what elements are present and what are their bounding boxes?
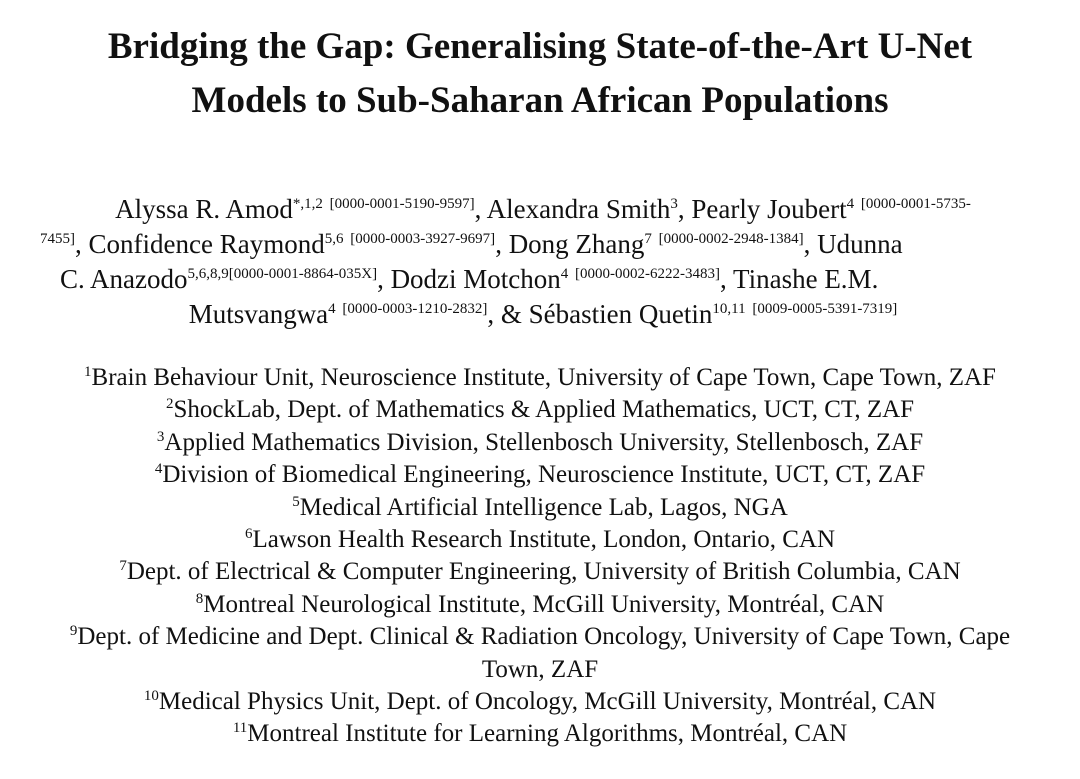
affiliation-text: Brain Behaviour Unit, Neuroscience Institute, University of Cape Town, Cape Town, ZAF xyxy=(91,364,996,391)
affiliation-item xyxy=(20,427,1060,459)
affiliation-item xyxy=(20,718,1060,750)
affiliation-number: 7 xyxy=(119,558,127,575)
affiliation-number: 3 xyxy=(156,428,165,445)
affiliation-item xyxy=(20,524,1060,556)
affiliation-item-continuation xyxy=(20,654,1060,686)
author-orcid: [0000-0002-2948-1384] xyxy=(658,231,804,247)
affiliation-number: 4 xyxy=(154,461,163,478)
affiliation-number: 5 xyxy=(292,493,300,510)
affiliation-item xyxy=(20,589,1060,621)
author-superscript: 4 xyxy=(846,196,855,212)
affiliation-number: 6 xyxy=(244,526,253,543)
author-orcid: [0000-0002-6222-3483] xyxy=(575,266,721,282)
affiliation-number: 1 xyxy=(84,364,92,380)
author-orcid: [0000-0001-5735- xyxy=(860,196,971,212)
author-list xyxy=(40,192,1046,332)
author-superscript: 7 xyxy=(644,231,652,247)
affiliation-item xyxy=(20,492,1060,524)
author-superscript: 10,11 xyxy=(712,301,746,317)
author-orcid: 7455] xyxy=(40,231,75,247)
affiliation-number: 8 xyxy=(195,590,204,607)
author-name: & Sébastien Quetin xyxy=(500,299,713,329)
author-line-3: C. Anazodo$^{5,6,8,9[0000-0001-8864-035X]}$, Dodzi Motchon$^4$ [0000-0002-6222-3483], Tinashe E.M. xyxy=(60,264,879,294)
affiliation-item xyxy=(20,459,1060,491)
affiliation-text: Lawson Health Research Institute, London, Ontario, CAN xyxy=(252,526,835,554)
author-superscript: 3 xyxy=(670,196,678,212)
author-name: Alexandra Smith xyxy=(486,194,671,224)
affiliation-text: Dept. of Electrical & Computer Engineering, University of British Columbia, CAN xyxy=(126,558,961,586)
affiliation-text: Montreal Neurological Institute, McGill University, Montréal, CAN xyxy=(203,590,885,618)
affiliation-text: Medical Artificial Intelligence Lab, Lagos, NGA xyxy=(299,493,788,521)
author-name: Dodzi Motchon xyxy=(390,264,561,294)
author-line-1: Alyssa R. Amod$^{*,1,2}$ [0000-0001-5190-9597], Alexandra Smith$^3$, Pearly Joubert$^4$ $^{[0000-0001-5735-}$ xyxy=(115,194,971,224)
author-name: Dong Zhang xyxy=(508,229,645,259)
author-orcid: [0000-0003-3927-9697] xyxy=(350,231,496,247)
author-superscript: 5,6 xyxy=(324,231,344,247)
affiliation-number: 10 xyxy=(143,688,159,705)
author-superscript: 5,6,8,9 xyxy=(187,266,229,282)
affiliation-list xyxy=(20,362,1060,751)
affiliation-text: Division of Biomedical Engineering, Neuroscience Institute, UCT, CT, ZAF xyxy=(162,461,926,489)
author-line-2: $^{7455]}$, Confidence Raymond$^{5,6}$ [0000-0003-3927-9697], Dong Zhang$^7$ [0000-0002-2948-1384], Udunna xyxy=(40,229,903,259)
author-orcid: [0009-0005-5391-7319] xyxy=(752,301,898,317)
author-orcid: [0000-0003-1210-2832] xyxy=(342,301,488,317)
author-superscript: 4 xyxy=(328,301,336,317)
affiliation-item xyxy=(20,362,1060,394)
author-orcid: [0000-0001-5190-9597] xyxy=(329,196,475,212)
paper-title-line-1: Bridging the Gap: Generalising State-of-the-Art U-Net xyxy=(107,26,973,67)
affiliation-text: Montreal Institute for Learning Algorithms, Montréal, CAN xyxy=(247,720,848,748)
author-name: Tinashe E.M. xyxy=(733,264,879,294)
author-name: C. Anazodo xyxy=(60,264,188,294)
author-orcid: [0000-0001-8864-035X] xyxy=(228,266,378,282)
author-name: Alyssa R. Amod xyxy=(115,194,293,224)
affiliation-text: Town, ZAF xyxy=(481,655,599,683)
author-name: Udunna xyxy=(817,229,903,259)
affiliation-item xyxy=(20,394,1060,426)
paper-title-line-2: Models to Sub-Saharan African Populations xyxy=(191,80,889,121)
author-name: Pearly Joubert xyxy=(691,194,847,224)
affiliation-text: Medical Physics Unit, Dept. of Oncology, McGill University, Montréal, CAN xyxy=(158,688,937,716)
affiliation-item xyxy=(20,686,1060,718)
affiliation-number: 9 xyxy=(69,623,78,640)
author-superscript: 4 xyxy=(560,266,569,282)
author-name: Confidence Raymond xyxy=(88,229,325,259)
affiliation-number: 11 xyxy=(232,720,248,737)
affiliation-text: Dept. of Medicine and Dept. Clinical & Radiation Oncology, University of Cape Town, Cape xyxy=(77,623,1011,651)
author-name: Mutsvangwa xyxy=(188,299,329,329)
affiliation-item xyxy=(20,621,1060,653)
affiliation-text: ShockLab, Dept. of Mathematics & Applied Mathematics, UCT, CT, ZAF xyxy=(173,396,915,424)
author-superscript: *,1,2 xyxy=(292,196,323,212)
affiliation-text: Applied Mathematics Division, Stellenbosch University, Stellenbosch, ZAF xyxy=(164,428,924,456)
affiliation-number: 2 xyxy=(165,396,174,413)
author-line-4: Mutsvangwa$^4$ [0000-0003-1210-2832], & Sébastien Quetin$^{10,11}$ [0009-0005-5391-7319] xyxy=(188,299,898,329)
affiliation-item xyxy=(20,556,1060,588)
